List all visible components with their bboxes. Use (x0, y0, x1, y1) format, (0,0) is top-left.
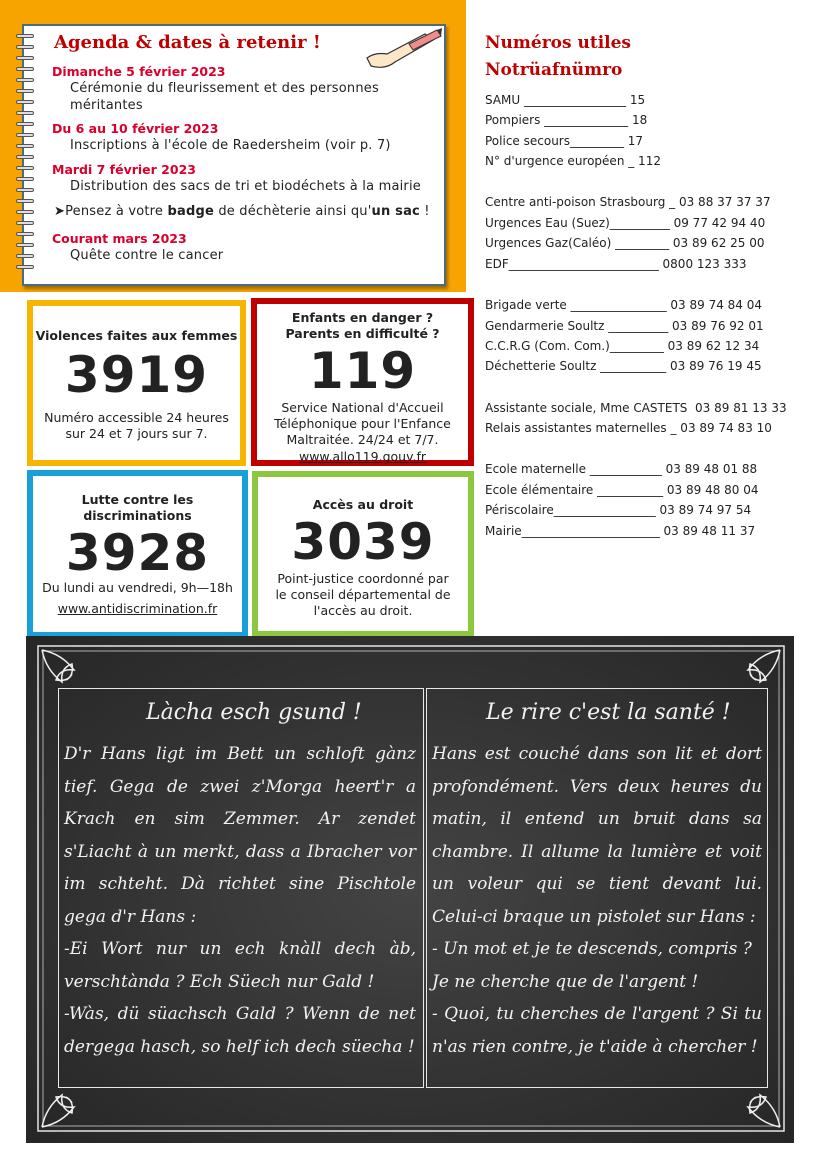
hotline-enfants-desc3: Maltraitée. 24/24 et 7/7. (286, 432, 439, 447)
hotline-discrim-label1: Lutte contre les (81, 492, 194, 507)
reminder-sac: un sac (371, 204, 420, 219)
numero-row: Assistante sociale, Mme CASTETS 03 89 81 13 33 (485, 401, 787, 415)
numero-row: Centre anti-poison Strasbourg _ 03 88 37 37 37 (485, 195, 771, 209)
chalk-title-left: Làcha esch gsund ! (146, 700, 362, 725)
numero-row: Urgences Gaz(Caléo) _________ 03 89 62 25 00 (485, 236, 765, 250)
chalk-text-left: D'r Hans ligt im Bett un schloft gànz tief. Gega de zwei z'Morga heert'r a Krach en sim Zemmer. Ar zendet s'Liacht à un merkt, dass a Ibracher vor im schteht. Dà richtet sine Pischtole gega d'r Hans : -Ei Wort nur un ech knàll dech àb, verschtànda ? Ech Süech nur Gald ! -Wàs, dü süachsch Gald ? Wenn de net dergega hasch, so helf ich dech süecha ! (64, 744, 416, 1057)
hotline-enfants-link[interactable]: www.allo119.gouv.fr (298, 449, 427, 464)
numero-row: Gendarmerie Soultz __________ 03 89 76 92 01 (485, 319, 764, 333)
arrow-right-icon: ➤ (54, 204, 66, 219)
hotline-discrim-number: 3928 (65, 524, 210, 582)
chalk-text-right: Hans est couché dans son lit et dort profondément. Vers deux heures du matin, il entend un bruit dans sa chambre. Il allume la lumière et voit un voleur qui se tient devant lui. Celui-ci braque un pistolet sur Hans : - Un mot et je te descends, compris ? Je ne cherche que de l'argent ! - Quoi, tu cherches de l'argent ? Si tu n'as rien contre, je t'aide à chercher ! (432, 744, 762, 1057)
agenda-date-3: Mardi 7 février 2023 (52, 162, 196, 177)
hotline-enfants-desc2: Téléphonique pour l'Enfance (274, 416, 451, 431)
numero-row: Ecole élémentaire ___________ 03 89 48 80 04 (485, 483, 759, 497)
numero-row: SAMU _________________ 15 (485, 93, 646, 107)
hotline-discrim-label2: discriminations (83, 508, 192, 523)
agenda-text-1b: méritantes (70, 98, 143, 113)
agenda-date-4: Courant mars 2023 (52, 231, 187, 246)
reminder-badge: badge (167, 204, 214, 219)
numero-row: Pompiers ______________ 18 (485, 113, 648, 127)
agenda-text-2: Inscriptions à l'école de Raedersheim (voir p. 7) (70, 138, 391, 153)
hotline-violence-desc1: Numéro accessible 24 heures (44, 410, 229, 425)
hotline-droit-desc3: l'accès au droit. (313, 603, 413, 618)
numero-row: Déchetterie Soultz ___________ 03 89 76 19 45 (485, 359, 762, 373)
numeros-title-alsacien: Notrüafnümro (485, 60, 623, 80)
hotline-discrim-box (27, 470, 248, 638)
hotline-droit-desc1: Point-justice coordonné par (277, 571, 449, 586)
numero-row: EDF_________________________ 0800 123 333 (485, 257, 747, 271)
hotline-droit-label: Accès au droit (312, 497, 414, 512)
reminder-mid: de déchèterie ainsi qu' (213, 204, 372, 219)
numero-row: N° d'urgence européen _ 112 (485, 154, 661, 168)
hotline-enfants-number: 119 (308, 342, 417, 400)
agenda-date-1: Dimanche 5 février 2023 (52, 64, 226, 79)
hotline-droit-box (252, 471, 474, 637)
chalk-title-right: Le rire c'est la santé ! (486, 700, 731, 725)
hotline-droit-number: 3039 (291, 513, 435, 571)
hotline-enfants-box (251, 298, 474, 466)
hotline-discrim-desc1: Du lundi au vendredi, 9h—18h (42, 580, 233, 595)
agenda-text-1a: Cérémonie du fleurissement et des personnes (70, 81, 379, 96)
reminder-post: ! (419, 204, 430, 219)
numero-row: Brigade verte ________________ 03 89 74 84 04 (485, 298, 763, 312)
hotline-enfants-desc1: Service National d'Accueil (281, 400, 444, 415)
numero-row: Ecole maternelle ____________ 03 89 48 01 88 (485, 462, 758, 476)
hotline-enfants-label1: Enfants en danger ? (291, 310, 434, 325)
numero-row: C.C.R.G (Com. Com.)_________ 03 89 62 12 34 (485, 339, 760, 353)
hotline-violence-number: 3919 (64, 346, 209, 404)
pencil-hand-icon (365, 28, 443, 70)
hotline-droit-desc2: le conseil départemental de (275, 587, 451, 602)
agenda-reminder (54, 203, 430, 220)
agenda-text-4: Quête contre le cancer (70, 248, 224, 263)
agenda-date-2: Du 6 au 10 février 2023 (52, 121, 219, 136)
hotline-enfants-label2: Parents en difficulté ? (285, 326, 440, 341)
numeros-title: Numéros utiles (485, 33, 632, 53)
hotline-discrim-link[interactable]: www.antidiscrimination.fr (57, 601, 218, 616)
agenda-text-3: Distribution des sacs de tri et biodéchets à la mairie (70, 179, 421, 194)
numero-row: Police secours_________ 17 (485, 134, 644, 148)
hotline-violence-box (27, 300, 246, 466)
numero-row: Mairie_______________________ 03 89 48 11 37 (485, 524, 756, 538)
hotline-violence-label: Violences faites aux femmes (35, 328, 238, 343)
hotline-violence-desc2: sur 24 et 7 jours sur 7. (65, 426, 208, 441)
agenda-title: Agenda & dates à retenir ! (54, 32, 321, 53)
numero-row: Relais assistantes maternelles _ 03 89 74 83 10 (485, 421, 772, 435)
numero-row: Périscolaire_________________ 03 89 74 97 54 (485, 503, 752, 517)
reminder-pre: Pensez à votre (65, 204, 168, 219)
numero-row: Urgences Eau (Suez)__________ 09 77 42 94 40 (485, 216, 766, 230)
